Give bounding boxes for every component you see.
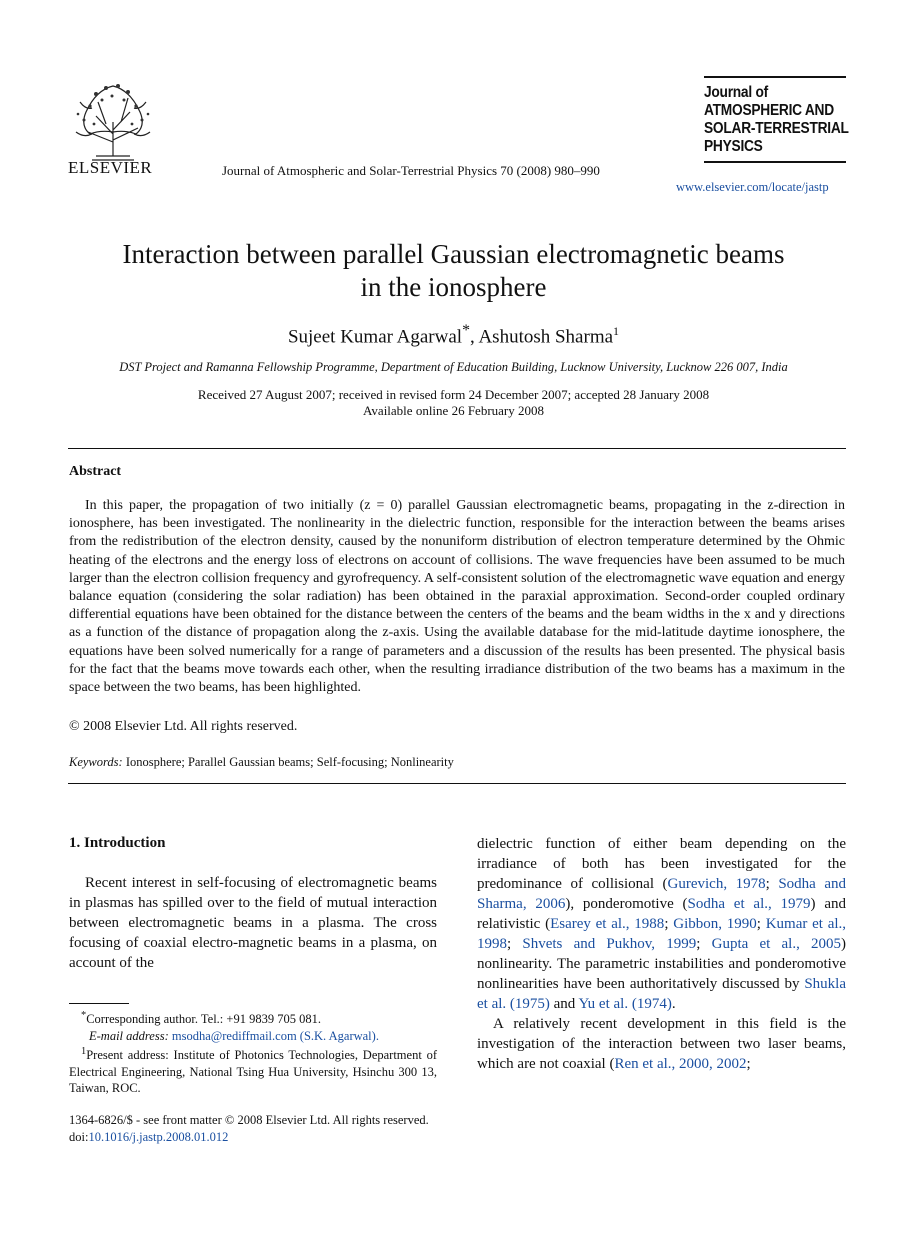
divider (68, 783, 846, 784)
email-footnote (69, 1028, 437, 1045)
footnotes (69, 1008, 437, 1097)
article-title-line: Interaction between parallel Gaussian electromagnetic beams (122, 239, 785, 269)
body-text: ; (765, 876, 779, 892)
body-text: ) and relativistic ( (477, 896, 846, 932)
body-text: ) nonlinearity. The parametric instabilities and ponderomotive nonlinearities have been authoritatively discussed by (477, 936, 847, 992)
journal-title-line: SOLAR-TERRESTRIAL (704, 120, 849, 137)
body-text: ), ponderomotive ( (565, 896, 688, 912)
article-title-line: in the ionosphere (360, 272, 547, 302)
body-text: ; (756, 916, 766, 932)
footnote-text: Present address: Institute of Photonics Technologies, Department of Electrical Engineering, National Tsing Hua University, Hsinchu 300 13, Taiwan, ROC. (69, 1048, 437, 1096)
email-label: E-mail address: (89, 1028, 172, 1043)
author-name: Ashutosh Sharma (478, 326, 614, 348)
journal-title-line: Journal of (704, 84, 768, 101)
body-text: ; (664, 916, 674, 932)
citation-link[interactable]: Shukla et al. (1975) (477, 976, 846, 1012)
received-dates: Received 27 August 2007; received in revised form 24 December 2007; accepted 28 January 2008 (197, 387, 710, 402)
body-text: and (549, 996, 579, 1012)
intro-right-column (477, 834, 846, 1074)
footnote-rule (69, 1003, 129, 1004)
author-list (60, 322, 847, 348)
body-text: ; (507, 936, 523, 952)
body-text: A relatively recent development in this field is the investigation of the interaction between two laser beams, which are not coaxial ( (477, 1016, 846, 1072)
body-text: dielectric function of either beam depending on the irradiance of both has been investigated for the predominance of collisional ( (477, 836, 846, 892)
citation-link[interactable]: Kumar et al., 1998 (477, 916, 847, 952)
journal-title-line: ATMOSPHERIC AND (704, 102, 834, 119)
footnote-mark: 1 (613, 324, 620, 338)
doi-line (69, 1129, 429, 1146)
doi-link[interactable]: 10.1016/j.jastp.2008.01.012 (88, 1130, 229, 1144)
intro-paragraph (477, 834, 846, 1014)
body-text: ; (746, 1056, 751, 1072)
issn-line: 1364-6826/$ - see front matter © 2008 Elsevier Ltd. All rights reserved. (69, 1113, 429, 1127)
present-address-footnote (69, 1044, 437, 1097)
keywords-label: Keywords: (69, 755, 123, 769)
divider (68, 448, 846, 449)
affiliation: DST Project and Ramanna Fellowship Programme, Department of Education Building, Lucknow University, Lucknow 226 007, India (119, 360, 788, 374)
intro-left-column: Recent interest in self-focusing of electromagnetic beams in plasmas has spilled over to the field of mutual interaction between electromagnetic beams in a plasma. The cross focusing of coaxial electro-magnetic beams in a plasma, on account of the (69, 875, 437, 971)
citation-link[interactable]: Sodha and Sharma, 2006 (477, 876, 846, 912)
author-separator: , (470, 326, 479, 348)
footnote-text: Corresponding author. Tel.: +91 9839 705 081. (86, 1012, 321, 1027)
journal-title-rule-bottom (704, 161, 846, 163)
doi-label: doi: (69, 1130, 89, 1144)
available-online-date: Available online 26 February 2008 (363, 403, 544, 418)
intro-paragraph (477, 1014, 846, 1074)
journal-title-line: PHYSICS (704, 138, 763, 155)
corresponding-author-footnote (69, 1008, 437, 1028)
citation-link[interactable]: Gurevich, 1978 (667, 876, 766, 892)
citation-link[interactable]: Ren et al., 2000, 2002 (614, 1056, 747, 1072)
front-matter (69, 1112, 429, 1146)
citation-link[interactable]: Sodha et al., 1979 (687, 896, 811, 912)
journal-url-link[interactable]: www.elsevier.com/locate/jastp (676, 180, 829, 194)
corresponding-author-mark: * (462, 322, 470, 339)
footnote-mark: * (81, 1010, 87, 1021)
email-link[interactable]: msodha@rediffmail.com (S.K. Agarwal). (171, 1028, 379, 1043)
keywords (69, 755, 454, 770)
body-text: . (671, 996, 676, 1012)
abstract-heading: Abstract (69, 464, 122, 479)
article-title (60, 238, 847, 304)
citation-link[interactable]: Shvets and Pukhov, 1999 (522, 936, 697, 952)
section-heading: 1. Introduction (69, 835, 166, 851)
publisher-name: ELSEVIER (68, 158, 153, 177)
article-dates (60, 387, 847, 419)
body-text: ; (696, 936, 712, 952)
author-name: Sujeet Kumar Agarwal (287, 326, 463, 348)
journal-title (704, 84, 849, 156)
journal-reference: Journal of Atmospheric and Solar-Terrestrial Physics 70 (2008) 980–990 (222, 163, 600, 178)
citation-link[interactable]: Gupta et al., 2005 (711, 936, 842, 952)
footnote-mark: 1 (81, 1046, 87, 1058)
citation-link[interactable]: Esarey et al., 1988 (550, 916, 665, 932)
keywords-list: Ionosphere; Parallel Gaussian beams; Self-focusing; Nonlinearity (122, 755, 454, 769)
abstract-copyright: © 2008 Elsevier Ltd. All rights reserved. (69, 719, 298, 734)
citation-link[interactable]: Yu et al. (1974) (578, 996, 672, 1012)
journal-title-rule-top (704, 76, 846, 78)
abstract-text: In this paper, the propagation of two initially (z = 0) parallel Gaussian electromagnetic beams, propagating in the z-direction in ionosphere, has been investigated. The nonlinearity in the dielectric function, responsible for the interaction between the beams arises from the redistribution of the electron density, caused by the nonuniform distribution of electron temperature determined by the Ohmic heating of the electrons and the energy loss of electrons on account of collisions. The wave frequencies have been assumed to be much larger than the electron collision frequency and gyrofrequency. A self-consistent solution of the electromagnetic wave equation and energy balance equation (considering the solar radiation) has been obtained in the paraxial approximation. Second-order coupled ordinary differential equations have been obtained for the distance between the centers of the beams and the beam widths in the x and y directions as a function of the distance of propagation along the z-axis. Using the available database for the mid-latitude daytime ionosphere, the equations have been solved numerically for a range of parameters and a discussion of the results has been presented. The physical basis for the fact that the beams move towards each other, when the resulting irradiance distribution of the two beams has a maximum in the space between the two beams, has been highlighted. (69, 498, 845, 696)
citation-link[interactable]: Gibbon, 1990 (673, 916, 757, 932)
journal-title-block (704, 76, 849, 163)
